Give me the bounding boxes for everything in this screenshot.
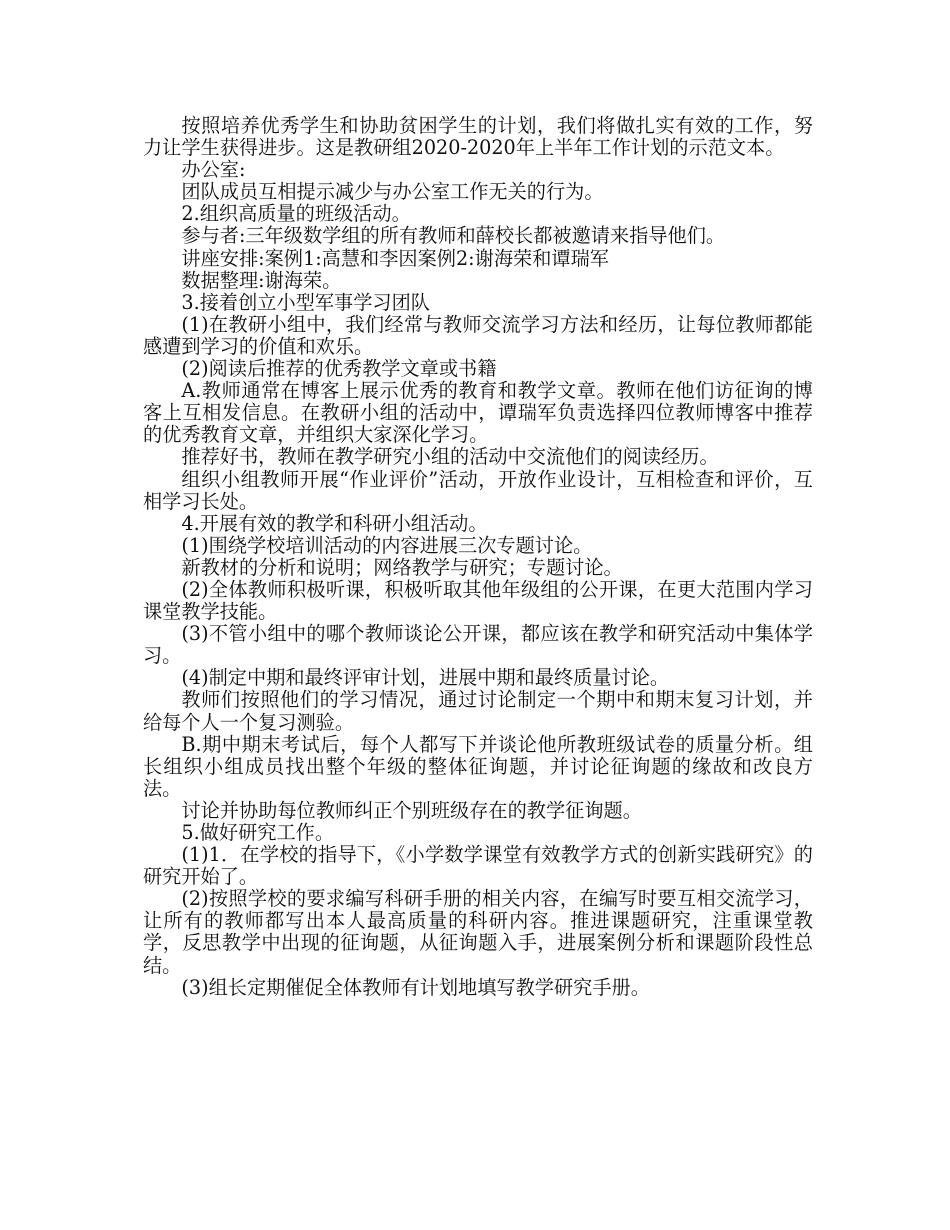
paragraph: (1)1．在学校的指导下，《小学数学课堂有效教学方式的创新实践研究》的研究开始了。 <box>143 843 813 889</box>
paragraph: (1)围绕学校培训活动的内容进展三次专题讨论。 <box>181 533 593 557</box>
paragraph: 讲座安排:案例1:高慧和李因案例2:谢海荣和谭瑞军 <box>181 246 609 270</box>
paragraph: (1)在教研小组中，我们经常与教师交流学习方法和经历，让每位教师都能感遭到学习的价值和欢乐。 <box>143 312 813 358</box>
paragraph: 4.开展有效的教学和科研小组活动。 <box>181 511 488 535</box>
paragraph: 团队成员互相提示减少与办公室工作无关的行为。 <box>181 180 604 204</box>
paragraph: (3)不管小组中的哪个教师谈论公开课，都应该在教学和研究活动中集体学习。 <box>143 622 813 668</box>
paragraph: 讨论并协助每位教师纠正个别班级存在的教学征询题。 <box>181 798 642 822</box>
paragraph: 按照培养优秀学生和协助贫困学生的计划，我们将做扎实有效的工作，努力让学生获得进步。这是教研组2020-2020年上半年工作计划的示范文本。 <box>143 114 813 160</box>
paragraph: (4)制定中期和最终评审计划，进展中期和最终质量讨论。 <box>181 666 670 690</box>
paragraph: 推荐好书，教师在教学研究小组的活动中交流他们的阅读经历。 <box>181 445 719 469</box>
paragraph: 5.做好研究工作。 <box>181 821 335 844</box>
paragraph: 组织小组教师开展“作业评价”活动，开放作业设计，互相检查和评价，互相学习长处。 <box>143 467 813 513</box>
paragraph: (3)组长定期催促全体教师有计划地填写教学研究手册。 <box>181 975 650 999</box>
paragraph: B.期中期末考试后，每个人都写下并谈论他所教班级试卷的质量分析。组长组织小组成员找出整个年级的整体征询题，并讨论征询题的缘故和改良方法。 <box>143 732 813 800</box>
paragraph: 参与者:三年级数学组的所有教师和薛校长都被邀请来指导他们。 <box>181 224 726 248</box>
paragraph: 办公室: <box>181 158 246 182</box>
paragraph: A.教师通常在博客上展示优秀的教育和教学文章。教师在他们访征询的博客上互相发信息。在教研小组的活动中，谭瑞军负责选择四位教师博客中推荐的优秀教育文章，并组织大家深化学习。 <box>143 379 813 447</box>
paragraph: (2)按照学校的要求编写科研手册的相关内容，在编写时要互相交流学习，让所有的教师都写出本人最高质量的科研内容。推进课题研究，注重课堂教学，反思教学中出现的征询题，从征询题入手，进展案例分析和课题阶段性总结。 <box>143 887 813 977</box>
paragraph: (2)阅读后推荐的优秀教学文章或书籍 <box>181 357 497 381</box>
paragraph: 教师们按照他们的学习情况，通过讨论制定一个期中和期末复习计划，并给每个人一个复习测验。 <box>143 688 813 734</box>
paragraph: 新教材的分析和说明；网络教学与研究；专题讨论。 <box>181 555 623 579</box>
paragraph: 2.组织高质量的班级活动。 <box>181 202 411 226</box>
paragraph: 3.接着创立小型军事学习团队 <box>181 290 430 314</box>
paragraph: 数据整理:谢海荣。 <box>181 268 342 292</box>
document-body <box>143 115 813 999</box>
paragraph: (2)全体教师积极听课，积极听取其他年级组的公开课，在更大范围内学习课堂教学技能。 <box>143 577 813 624</box>
